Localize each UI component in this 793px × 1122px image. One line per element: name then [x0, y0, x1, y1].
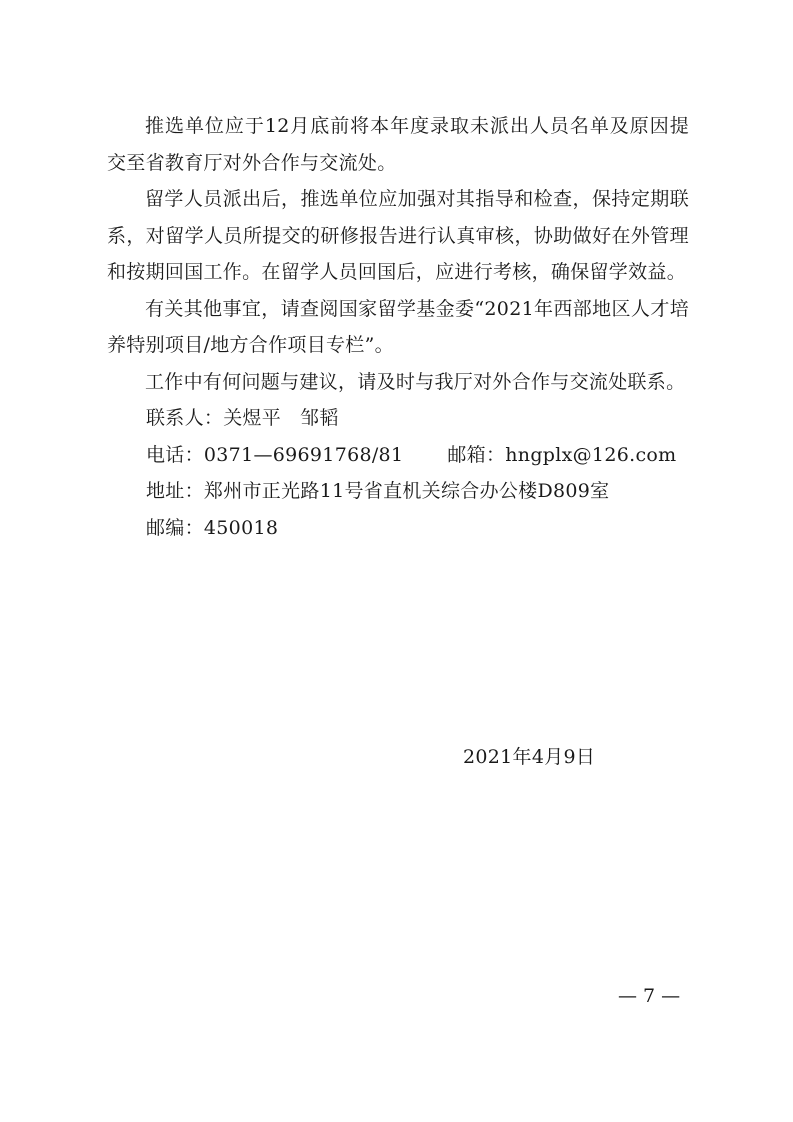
- paragraph-submission-deadline: 推选单位应于12月底前将本年度录取未派出人员名单及原因提交至省教育厅对外合作与交流处。: [107, 115, 689, 174]
- contact-email: 邮箱：hngplx@126.com: [447, 443, 677, 466]
- contact-person: 联系人：关煜平 邹韬: [146, 407, 339, 429]
- paragraph-supervision: 留学人员派出后，推选单位应加强对其指导和检查，保持定期联系，对留学人员所提交的研修报告进行认真审核，协助做好在外管理和按期回国工作。在留学人员回国后，应进行考核，确保留学效益。: [107, 188, 689, 283]
- contact-phone-email-line: [107, 437, 689, 474]
- page-number: — 7 —: [618, 985, 681, 1007]
- document-body: [107, 108, 689, 546]
- document-date: 2021年4月9日: [463, 746, 596, 768]
- contact-postcode: 邮编：450018: [146, 516, 279, 539]
- paragraph-other-matters: 有关其他事宜，请查阅国家留学基金委“2021年西部地区人才培养特别项目/地方合作项目专栏”。: [107, 297, 689, 356]
- contact-address: 地址：郑州市正光路11号省直机关综合办公楼D809室: [146, 480, 610, 502]
- contact-phone: 电话：0371—69691768/81: [146, 443, 404, 466]
- paragraph-questions: 工作中有何问题与建议，请及时与我厅对外合作与交流处联系。: [145, 370, 686, 393]
